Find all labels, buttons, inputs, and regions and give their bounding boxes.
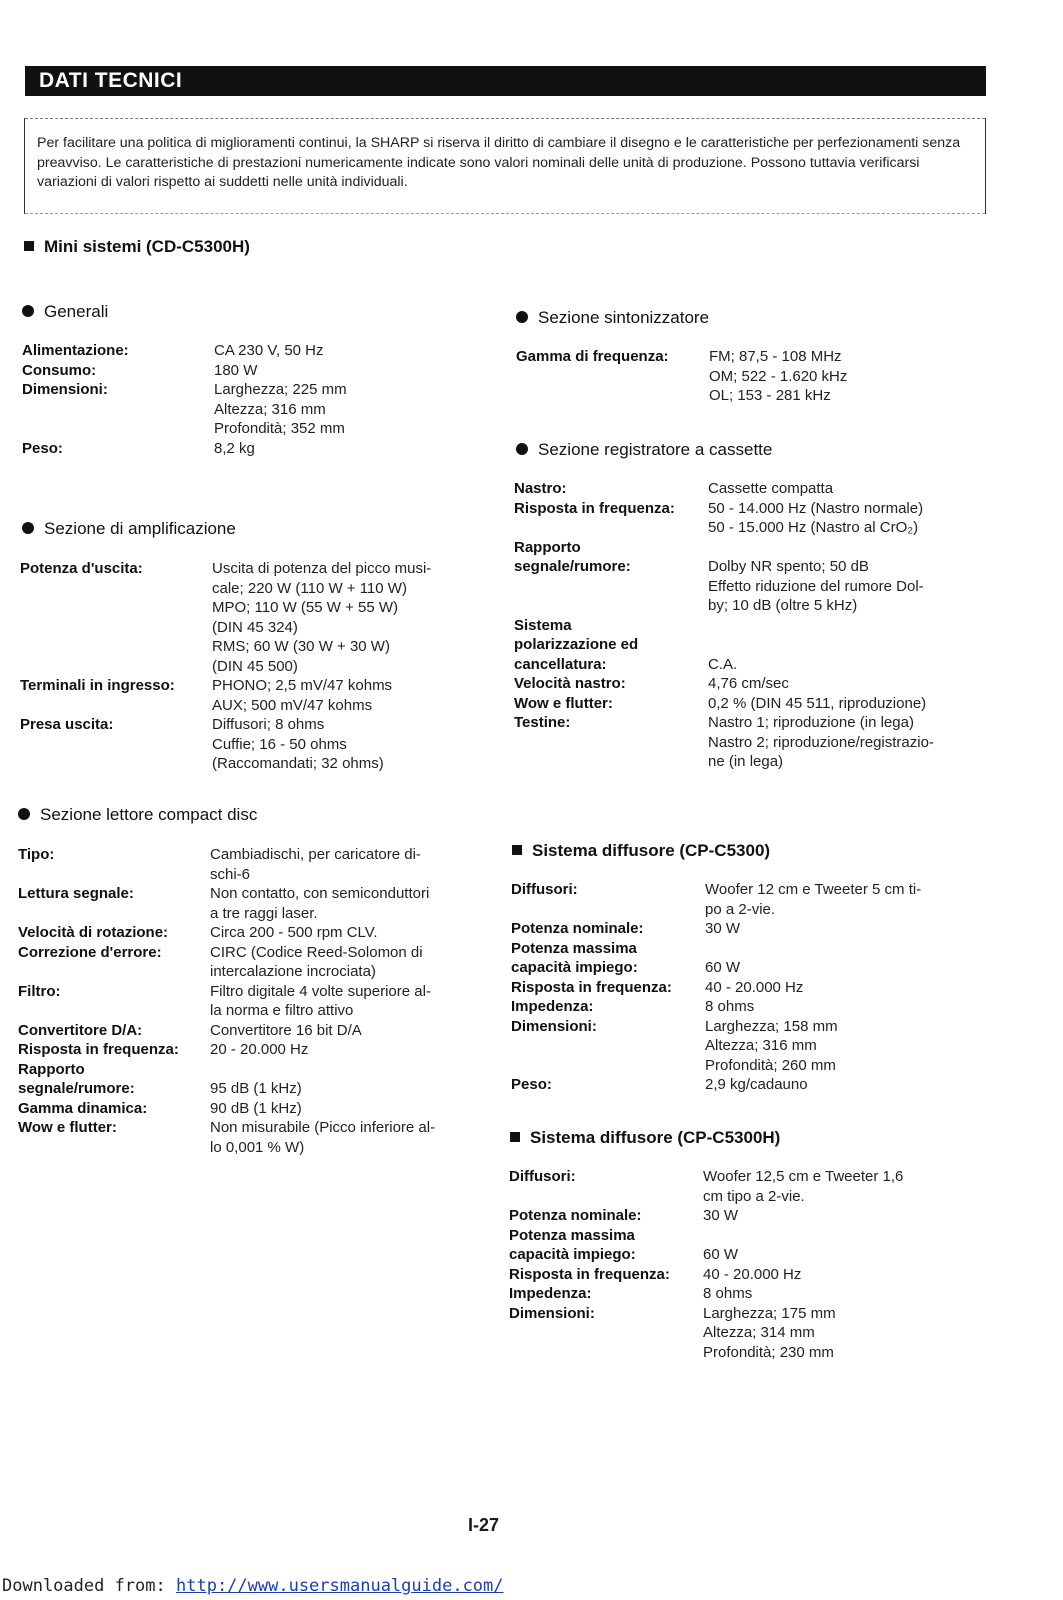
spec-label: Alimentazione: [22,342,129,359]
spec-value: PHONO; 2,5 mV/47 kohms AUX; 500 mV/47 kohms [212,677,393,714]
spec-label: Potenza massima capacità impiego: [511,939,638,976]
spec-label: Diffusori: [511,881,578,898]
cd-title: Sezione lettore compact disc [40,805,258,824]
spec-label: Correzione d'errore: [18,943,162,961]
square-bullet-icon [512,845,522,855]
footer-prefix: Downloaded from: [2,1576,176,1596]
spec-value: FM; 87,5 - 108 MHz OM; 522 - 1.620 kHz OL; 153 - 281 kHz [709,348,848,404]
spec-value: Dolby NR spento; 50 dB Effetto riduzione del rumore Dol- by; 10 dB (oltre 5 kHz) [708,558,924,614]
diffusore2-heading [510,1128,780,1148]
round-bullet-icon [516,311,528,323]
spec-row [511,939,986,978]
spec-label: Nastro: [514,480,567,497]
spec-row [22,439,482,459]
registratore-heading [516,440,772,460]
spec-label: Testine: [514,714,571,731]
spec-label: Peso: [22,439,63,457]
spec-row [511,1017,986,1076]
sintonizzatore-title: Sezione sintonizzatore [538,308,710,327]
spec-value: Circa 200 - 500 rpm CLV. [210,924,378,941]
download-footer [2,1576,504,1596]
registratore-title: Sezione registratore a cassette [538,440,773,459]
diffusore1-heading [512,841,770,861]
spec-row [20,715,480,774]
amplificazione-heading [22,519,236,539]
spec-value: Diffusori; 8 ohms Cuffie; 16 - 50 ohms (Raccomandati; 32 ohms) [212,716,384,772]
spec-row [18,1099,478,1119]
spec-label: Dimensioni: [22,381,108,398]
spec-row [509,1265,986,1285]
spec-row [511,880,986,919]
spec-label: Convertitore D/A: [18,1021,143,1039]
spec-value: 8 ohms [705,998,755,1015]
spec-label: Risposta in frequenza: [511,978,672,996]
spec-value: 8,2 kg [214,439,255,457]
spec-row [509,1226,986,1265]
amplificazione-spec-list [20,559,480,774]
spec-row [18,1118,478,1157]
spec-row [514,694,986,714]
diffusore1-spec-list [511,880,986,1095]
generali-heading [22,302,108,322]
spec-label: Potenza nominale: [511,920,644,937]
spec-label: Velocità di rotazione: [18,924,169,941]
spec-value: Filtro digitale 4 volte superiore al- la norma e filtro attivo [210,982,431,1019]
registratore-spec-list [514,479,986,772]
notice-text: Per facilitare una politica di miglioramenti continui, la SHARP si riserva il diritto di cambiare il disegno e le caratteristiche per perfezionamenti senza preavviso. Le caratteristiche di prestazioni numericamente indicate sono valori nominali delle unità di produzione. Possono tuttavia verificarsi variazioni di valori rispetto ai suddetti nelle unità individuali. [37,135,961,190]
spec-label: Rapporto segnale/rumore: [18,1060,135,1097]
spec-row [22,341,482,361]
spec-row [514,674,986,694]
spec-value: 0,2 % (DIN 45 511, riproduzione) [708,694,927,712]
spec-row [509,1284,986,1304]
spec-row [22,380,482,439]
spec-label: Lettura segnale: [18,885,134,902]
spec-label: Consumo: [22,361,97,379]
spec-value: CIRC (Codice Reed-Solomon di intercalazione incrociata) [210,943,423,980]
spec-label: Dimensioni: [511,1017,597,1035]
spec-row [20,676,480,715]
spec-row [18,923,478,943]
spec-value: Cambiadischi, per caricatore di- schi-6 [210,846,421,883]
round-bullet-icon [18,808,30,820]
sintonizzatore-spec-list [516,347,986,406]
spec-label: Potenza d'uscita: [20,560,143,577]
spec-row [18,982,478,1021]
spec-row [18,845,478,884]
spec-row [18,1021,478,1041]
spec-row [22,361,482,381]
spec-row [18,884,478,923]
spec-label: Wow e flutter: [18,1119,117,1136]
spec-row [18,943,478,982]
spec-value: 60 W [705,959,741,976]
generali-title: Generali [44,302,109,321]
round-bullet-icon [516,443,528,455]
spec-value: Non misurabile (Picco inferiore al- lo 0,001 % W) [210,1119,436,1156]
spec-label: Impedenza: [509,1285,592,1302]
spec-row [511,919,986,939]
footer-link[interactable]: http://www.usersmanualguide.com/ [176,1576,504,1596]
spec-label: Risposta in frequenza: [514,499,675,517]
amplificazione-title: Sezione di amplificazione [44,519,236,538]
title-bar [25,66,986,96]
square-bullet-icon [510,1132,520,1142]
spec-label: Filtro: [18,982,61,1000]
spec-value: Larghezza; 175 mm Altezza; 314 mm Profondità; 230 mm [703,1304,836,1361]
spec-row [511,1075,986,1095]
spec-label: Risposta in frequenza: [18,1041,179,1058]
spec-label: Impedenza: [511,998,594,1015]
spec-label: Gamma di frequenza: [516,348,669,365]
spec-value: C.A. [708,655,738,673]
spec-label: Wow e flutter: [514,694,613,712]
spec-label: Potenza massima capacità impiego: [509,1226,636,1263]
spec-row [509,1167,986,1206]
generali-spec-list [22,341,482,458]
cd-heading [18,805,257,825]
spec-label: Dimensioni: [509,1304,595,1322]
spec-row [509,1206,986,1226]
spec-value: 30 W [705,920,741,937]
spec-row [511,978,986,998]
spec-value: 40 - 20.000 Hz [703,1265,802,1283]
spec-row [18,1040,478,1060]
sintonizzatore-heading [516,308,709,328]
spec-value: 2,9 kg/cadauno [705,1076,808,1093]
page-title: DATI TECNICI [39,69,183,92]
spec-value: 20 - 20.000 Hz [210,1041,309,1058]
spec-value: Cassette compatta [708,480,834,497]
spec-row [514,499,986,538]
spec-value: Nastro 1; riproduzione (in lega) Nastro 2; riproduzione/registrazio- ne (in lega) [708,714,934,770]
spec-value: Larghezza; 158 mm Altezza; 316 mm Profondità; 260 mm [705,1017,838,1074]
spec-value: Woofer 12,5 cm e Tweeter 1,6 cm tipo a 2-vie. [703,1168,904,1205]
spec-value: Woofer 12 cm e Tweeter 5 cm ti- po a 2-vie. [705,881,922,918]
round-bullet-icon [22,522,34,534]
mini-section-heading [24,237,250,257]
spec-value: 60 W [703,1246,739,1263]
spec-row [20,559,480,676]
spec-row [514,538,986,616]
spec-value: 180 W [214,361,258,379]
notice-box [24,118,986,214]
spec-label: Velocità nastro: [514,675,626,692]
spec-value: Larghezza; 225 mm Altezza; 316 mm Profondità; 352 mm [214,381,347,437]
spec-row [511,997,986,1017]
spec-row [514,713,986,772]
spec-value: CA 230 V, 50 Hz [214,342,324,359]
spec-row [514,479,986,499]
spec-label: Tipo: [18,846,55,863]
spec-value: 40 - 20.000 Hz [705,978,804,996]
spec-row [18,1060,478,1099]
spec-row [516,347,986,406]
spec-label: Potenza nominale: [509,1207,642,1224]
spec-value: 95 dB (1 kHz) [210,1080,302,1097]
spec-value: 8 ohms [703,1285,753,1302]
spec-label: Risposta in frequenza: [509,1265,670,1283]
spec-value: 50 - 14.000 Hz (Nastro normale) 50 - 15.000 Hz (Nastro al CrO₂) [708,499,924,536]
spec-label: Peso: [511,1076,552,1093]
spec-label: Terminali in ingresso: [20,677,175,694]
spec-value: 30 W [703,1207,739,1224]
square-bullet-icon [24,241,34,251]
spec-value: 4,76 cm/sec [708,675,789,692]
spec-value: Convertitore 16 bit D/A [210,1021,362,1039]
spec-label: Gamma dinamica: [18,1099,148,1117]
spec-row [509,1304,986,1363]
spec-label: Presa uscita: [20,716,114,733]
spec-value: Uscita di potenza del picco musi- cale; 220 W (110 W + 110 W) MPO; 110 W (55 W + 55 W) (DIN 45 324) RMS; 60 W (30 W + 30 W) (DIN 45 500) [212,560,432,675]
diffusore2-spec-list [509,1167,986,1362]
spec-value: Non contatto, con semiconduttori a tre raggi laser. [210,885,430,922]
cd-spec-list [18,845,478,1157]
mini-section-title: Mini sistemi (CD-C5300H) [44,237,250,256]
spec-value: 90 dB (1 kHz) [210,1099,302,1117]
diffusore1-title: Sistema diffusore (CP-C5300) [532,841,771,860]
spec-row [514,616,986,675]
diffusore2-title: Sistema diffusore (CP-C5300H) [530,1128,781,1147]
spec-label: Sistema polarizzazione ed cancellatura: [514,616,639,673]
round-bullet-icon [22,305,34,317]
page-number: I-27 [468,1515,500,1535]
spec-label: Rapporto segnale/rumore: [514,538,631,575]
spec-label: Diffusori: [509,1168,576,1185]
